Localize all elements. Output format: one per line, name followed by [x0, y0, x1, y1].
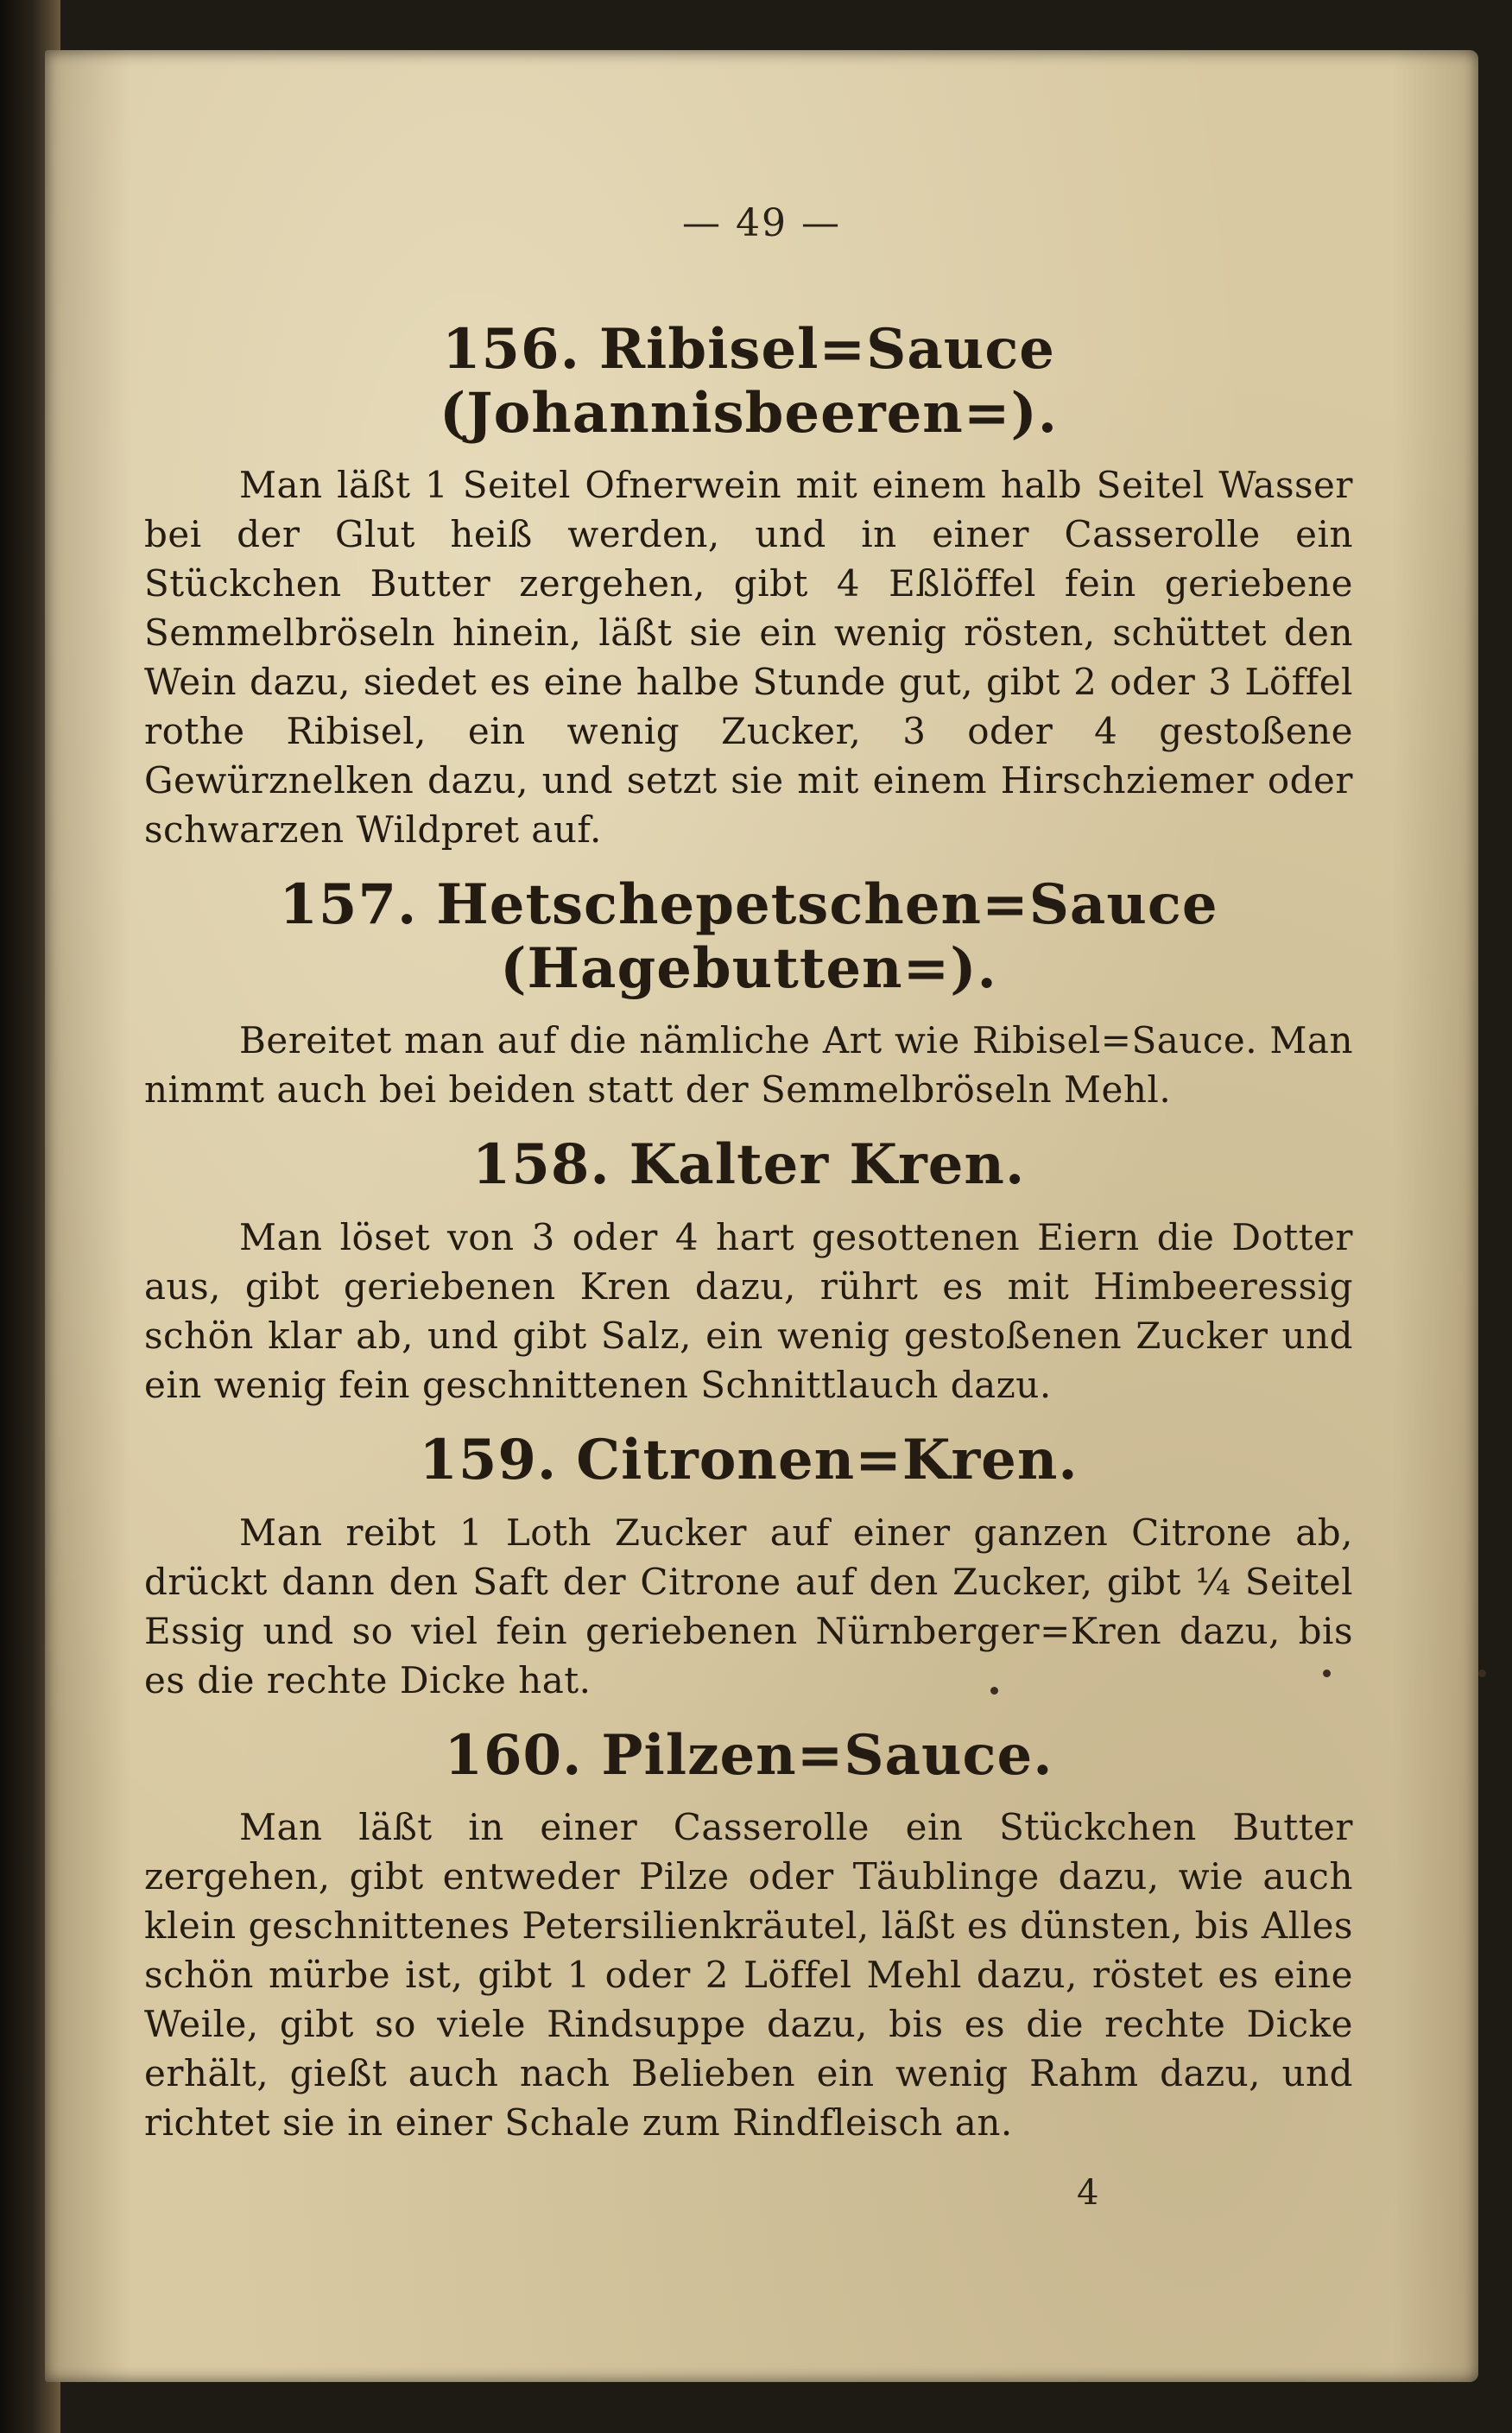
recipe-heading	[144, 873, 1353, 1000]
recipe-body: Bereitet man auf die nämliche Art wie Ribisel=Sauce. Man nimmt auch bei beiden statt der Semmelbröseln Mehl.	[144, 1019, 1353, 1112]
recipe-list	[144, 318, 1353, 2166]
recipe-number: 159.	[419, 1427, 558, 1492]
recipe-158	[144, 1133, 1353, 1410]
recipe-heading	[144, 1429, 1353, 1492]
ink-speck	[1478, 1670, 1486, 1677]
recipe-body: Man löset von 3 oder 4 hart gesottenen Eiern die Dotter aus, gibt geriebenen Kren dazu, rührt es mit Himbeeressig schön klar ab, und gibt Salz, ein wenig gestoßenen Zucker und ein wenig fein geschnittenen Schnittlauch dazu.	[144, 1215, 1353, 1406]
recipe-159	[144, 1429, 1353, 1705]
recipe-160	[144, 1724, 1353, 2148]
recipe-heading	[144, 318, 1353, 445]
recipe-156	[144, 318, 1353, 854]
ink-speck	[990, 1687, 998, 1695]
recipe-157	[144, 873, 1353, 1114]
recipe-title: Hetschepetschen=Sauce (Hagebutten=).	[436, 872, 1218, 1001]
recipe-body: Man reibt 1 Loth Zucker auf einer ganzen Citrone ab, drückt dann den Saft der Citrone auf den Zucker, gibt ¼ Seitel Essig und so viel fein geriebenen Nürnberger=Kren dazu, bis es die rechte Dicke hat.	[144, 1511, 1353, 1701]
printer-signature-mark: 4	[1077, 2173, 1099, 2213]
recipe-title: Pilzen=Sauce.	[601, 1722, 1053, 1788]
recipe-title: Ribisel=Sauce (Johannisbeeren=).	[440, 317, 1058, 446]
book-page	[45, 50, 1478, 2382]
recipe-number: 157.	[279, 872, 418, 938]
recipe-number: 158.	[471, 1132, 610, 1198]
recipe-heading	[144, 1133, 1353, 1197]
recipe-number: 156.	[441, 317, 580, 382]
recipe-body: Man läßt 1 Seitel Ofnerwein mit einem halb Seitel Wasser bei der Glut heiß werden, und in einer Casserolle ein Stückchen Butter zergehen, gibt 4 Eßlöffel fein geriebene Semmelbröseln hinein, läßt sie ein wenig rösten, schüttet den Wein dazu, siedet es eine halbe Stunde gut, gibt 2 oder 3 Löffel rothe Ribisel, ein wenig Zucker, 3 oder 4 gestoßene Gewürznelken dazu, und setzt sie mit einem Hirschziemer oder schwarzen Wildpret auf.	[144, 464, 1353, 852]
recipe-title: Citronen=Kren.	[576, 1427, 1079, 1492]
recipe-title: Kalter Kren.	[629, 1132, 1026, 1198]
recipe-number: 160.	[444, 1722, 583, 1788]
page-number: — 49 —	[682, 201, 841, 245]
recipe-body: Man läßt in einer Casserolle ein Stückchen Butter zergehen, gibt entweder Pilze oder Täublinge dazu, wie auch klein geschnittenes Petersilienkräutel, läßt es dünsten, bis Alles schön mürbe ist, gibt 1 oder 2 Löffel Mehl dazu, röstet es eine Weile, gibt so viele Rindsuppe dazu, bis es die rechte Dicke erhält, gießt auch nach Belieben ein wenig Rahm dazu, und richtet sie in einer Schale zum Rindfleisch an.	[144, 1806, 1353, 2145]
ink-speck	[1323, 1670, 1331, 1677]
recipe-heading	[144, 1724, 1353, 1788]
